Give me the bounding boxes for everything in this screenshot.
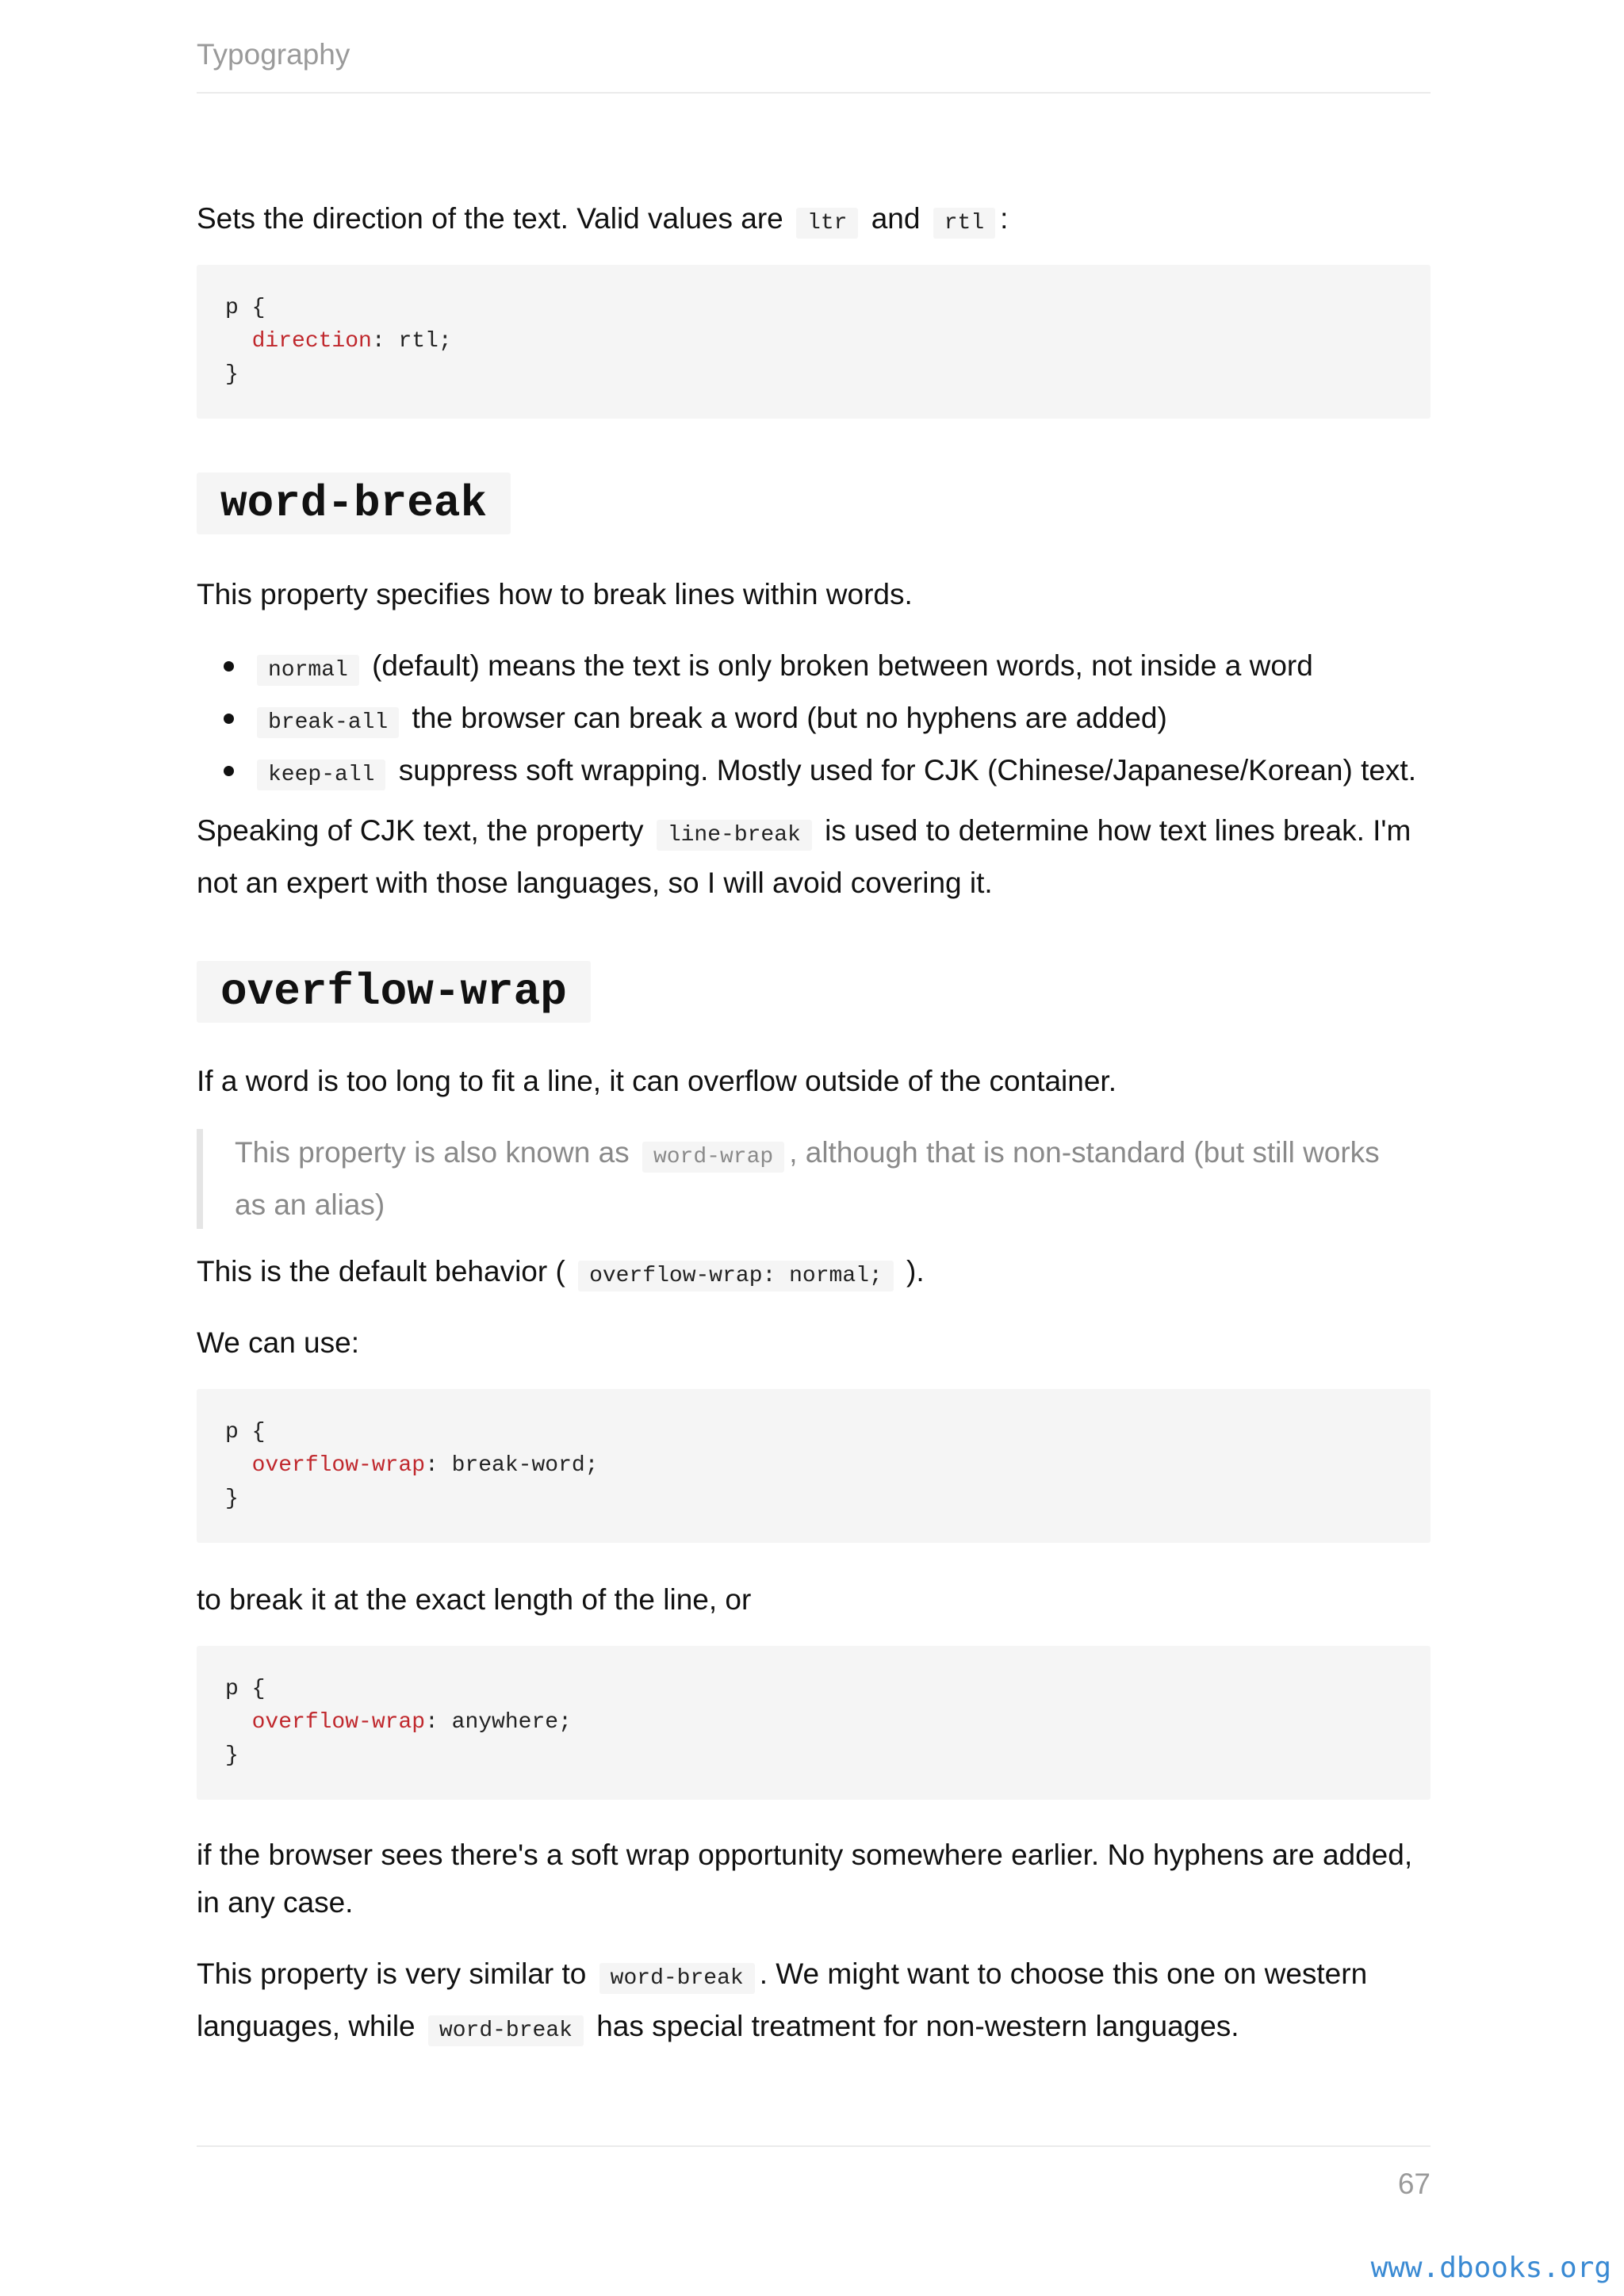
running-header: Typography [197,38,350,71]
code-line: } [225,362,239,387]
inline-code-overflow-normal: overflow-wrap: normal; [578,1261,894,1292]
paragraph-text: . We might want to choose this one on western languages, while [197,1957,1368,2042]
code-line [225,325,1402,358]
heading-word-break: word-break [197,473,511,534]
paragraph-text: Speaking of CJK text, the property [197,814,644,847]
inline-code: normal [257,655,359,686]
list-item-text: suppress soft wrapping. Mostly used for CJK (Chinese/Japanese/Korean) text. [398,754,1416,786]
inline-code-ltr: ltr [796,208,858,239]
paragraph-text: : [1000,202,1009,235]
break-exact-paragraph: to break it at the exact length of the line, or [197,1583,752,1616]
blockquote-note [197,1129,1431,1229]
page-number: 67 [1397,2168,1431,2200]
css-property: overflow-wrap [251,1710,426,1735]
list-item [197,747,1416,799]
word-break-intro: This property specifies how to break lines within words. [197,578,913,610]
inline-code-word-break: word-break [428,2015,584,2046]
similar-property-paragraph [197,1950,1442,2055]
inline-code-rtl: rtl [933,208,995,239]
code-block-direction [197,265,1431,419]
we-can-use-paragraph: We can use: [197,1326,359,1359]
list-item-text: the browser can break a word (but no hyphens are added) [412,702,1167,734]
code-line: } [225,1743,239,1768]
css-property: direction [251,329,372,354]
code-line: p { [225,296,266,320]
list-item [197,642,1416,695]
css-value: : break-word; [425,1453,599,1478]
inline-code: break-all [257,707,399,738]
list-item [197,695,1416,747]
soft-wrap-paragraph: if the browser sees there's a soft wrap opportunity somewhere earlier. No hyphens are added, in any case. [197,1839,1413,1919]
code-line: } [225,1487,239,1511]
footer-divider [197,2145,1431,2147]
overflow-intro: If a word is too long to fit a line, it can overflow outside of the container. [197,1065,1116,1097]
inline-code-word-break: word-break [599,1963,755,1994]
code-line [225,1706,1402,1739]
quote-text [235,1129,1408,1229]
inline-code-word-wrap: word-wrap [642,1142,784,1173]
paragraph-text: Sets the direction of the text. Valid values are [197,202,783,235]
list-item-text: (default) means the text is only broken between words, not inside a word [372,649,1313,682]
css-property: overflow-wrap [251,1453,426,1478]
paragraph-text: This property is very similar to [197,1957,587,1990]
paragraph-text: , although that is non-standard (but still works as an alias) [235,1136,1380,1221]
inline-code: keep-all [257,760,385,790]
bullet-icon [224,766,234,776]
code-line: p { [225,1420,266,1445]
paragraph-text: is used to determine how text lines break. I'm not an expert with those languages, so I will avoid covering it. [197,814,1411,899]
bullet-icon [224,661,234,672]
paragraph-text: has special treatment for non-western languages. [596,2010,1239,2042]
css-value: : anywhere; [425,1710,572,1735]
code-line: p { [225,1677,266,1701]
bullet-icon [224,714,234,724]
word-break-values-list [197,642,1416,799]
css-value: : rtl; [371,329,452,354]
default-behavior-paragraph [197,1248,1442,1300]
code-line [225,1449,1402,1483]
direction-paragraph [197,195,1442,247]
paragraph-text: This property is also known as [235,1136,630,1169]
cjk-paragraph [197,807,1442,907]
heading-overflow-wrap: overflow-wrap [197,961,591,1023]
code-block-anywhere [197,1646,1431,1800]
paragraph-text: ). [906,1255,925,1288]
header-divider [197,92,1431,94]
watermark-link[interactable]: www.dbooks.org [1370,2252,1611,2284]
paragraph-text: and [871,202,921,235]
code-block-break-word [197,1389,1431,1543]
paragraph-text: This is the default behavior ( [197,1255,565,1288]
inline-code-line-break: line-break [657,820,812,851]
